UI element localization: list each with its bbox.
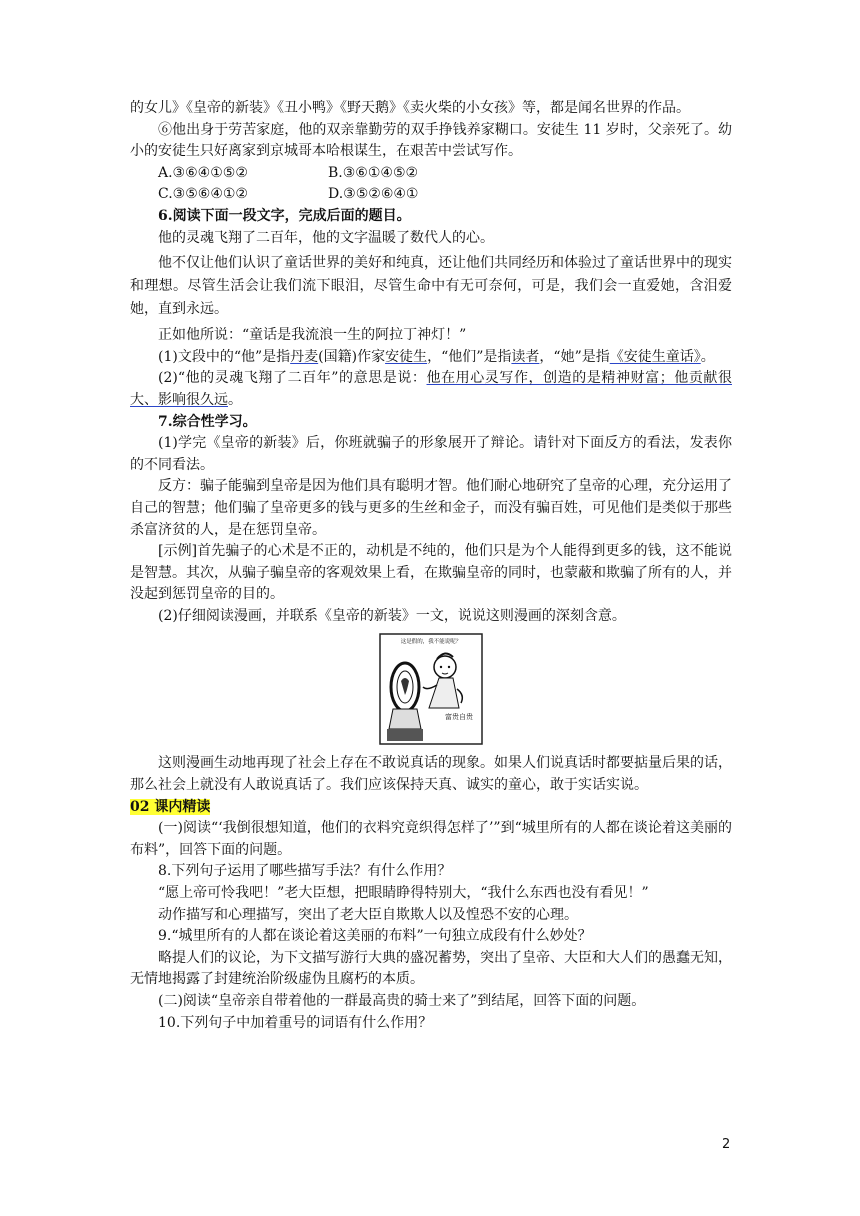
- question-10: 10.下列句子中加着重号的词语有什么作用？: [158, 1014, 433, 1031]
- passage-line: 他的灵魂飞翔了二百年，他的文字温暖了数代人的心。: [158, 229, 494, 246]
- question-7-2: (2)仔细阅读漫画，并联系《皇帝的新装》一文，说说这则漫画的深刻含意。: [158, 607, 626, 624]
- passage-quote: 正如他所说：“童话是我流浪一生的阿拉丁神灯！”: [158, 327, 467, 344]
- section-heading: [130, 797, 732, 819]
- options-row: [130, 184, 732, 206]
- text: 。: [700, 348, 715, 365]
- cartoon-image: [379, 633, 483, 745]
- cartoon-speech: 这是假的，我不能说呢？: [400, 639, 462, 646]
- opposing-view: 反方：骗子能骗到皇帝是因为他们具有聪明才智。他们耐心地研究了皇帝的心理，充分运用了自己的智慧；他们骗了皇帝更多的钱与更多的生丝和金子，而没有骗百姓，可见他们是类似于那些杀富济贫的人，是在惩罚皇帝。: [130, 478, 732, 538]
- text-line: 的女儿》《皇帝的新装》《丑小鸭》《野天鹅》《卖火柴的小女孩》等，都是闻名世界的作品。: [130, 100, 690, 116]
- question-8: 8.下列句子运用了哪些描写手法？有什么作用？: [158, 863, 452, 880]
- document-page: [130, 98, 732, 1034]
- answer-6-1: [130, 347, 732, 369]
- answer-blank: 《安徒生童话》: [609, 348, 701, 365]
- text: (1)文段中的“他”是指: [158, 348, 291, 365]
- answer-blank: 读者: [511, 348, 540, 365]
- reading-part-1: (一)阅读“‘我倒很想知道，他们的衣料究竟织得怎样了’”到“城里所有的人都在谈论着这美丽的布料”，回答下面的问题。: [130, 820, 732, 858]
- question-7-1: (1)学完《皇帝的新装》后，你班就骗子的形象展开了辩论。请针对下面反方的看法，发表你的不同看法。: [130, 435, 732, 473]
- option-a: A.③⑥④①⑤②: [158, 164, 248, 181]
- text: ，“她”是指: [539, 348, 610, 365]
- section-02-label: 02 课内精读: [130, 798, 211, 815]
- question-6: 6.阅读下面一段文字，完成后面的题目。: [158, 207, 411, 224]
- answer-6-2: [130, 368, 732, 411]
- option-c: C.③⑤⑥④①②: [158, 186, 248, 203]
- quote-8: “愿上帝可怜我吧！”老大臣想，把眼睛睁得特别大，“我什么东西也没有看见！”: [158, 885, 649, 902]
- text: (国籍)作家: [318, 348, 386, 365]
- page-number: 2: [722, 1137, 731, 1152]
- answer-9: 略提人们的议论，为下文描写游行大典的盛况蓄势，突出了皇帝、大臣和大人们的愚蠢无知，无情地揭露了封建统治阶级虚伪且腐朽的本质。: [130, 949, 732, 988]
- text: 。: [228, 391, 242, 408]
- question-9: 9.“城里所有的人都在谈论着这美丽的布料”一句独立成段有什么妙处？: [158, 928, 592, 945]
- answer-7-2: 这则漫画生动地再现了社会上存在不敢说真话的现象。如果人们说真话时都要掂量后果的话，那么社会上就没有人敢说真话了。我们应该保持天真、诚实的童心，敢于实话实说。: [130, 755, 732, 794]
- cartoon-seal: 富贵自贵: [445, 713, 473, 722]
- question-7: 7.综合性学习。: [158, 413, 257, 430]
- option-b: B.③⑥①④⑤②: [328, 164, 419, 181]
- answer-blank: 他在用心灵写作，创造的是精神财富；他贡献很大、影响很久远: [130, 370, 732, 408]
- text: ，“他们”是指: [427, 348, 512, 365]
- text-para: ⑥他出身于劳苦家庭，他的双亲靠勤劳的双手挣钱养家糊口。安徒生 11 岁时，父亲死了。幼小的安徒生只好离家到京城哥本哈根谋生，在艰苦中尝试写作。: [130, 121, 732, 160]
- options-row: [130, 163, 732, 185]
- text: (2)“他的灵魂飞翔了二百年”的意思是说：: [158, 370, 427, 387]
- option-d: D.③⑤②⑥④①: [328, 186, 419, 203]
- answer-blank: 丹麦: [290, 348, 319, 365]
- reading-part-2: (二)阅读“皇帝亲自带着他的一群最高贵的骑士来了”到结尾，回答下面的问题。: [158, 993, 646, 1009]
- example-answer: [示例]首先骗子的心术是不正的，动机是不纯的，他们只是为个人能得到更多的钱，这不能说是智慧。其次，从骗子骗皇帝的客观效果上看，在欺骗皇帝的同时，也蒙蔽和欺骗了所有的人，并没起到惩罚皇帝的目的。: [130, 543, 732, 603]
- answer-blank: 安徒生: [385, 348, 428, 365]
- answer-8: 动作描写和心理描写，突出了老大臣自欺欺人以及惶恐不安的心理。: [158, 906, 578, 923]
- passage-para: 他不仅让他们认识了童话世界的美好和纯真，还让他们共同经历和体验过了童话世界中的现实和理想。尽管生活会让我们流下眼泪，尽管生命中有无可奈何，可是，我们会一直爱她，含泪爱她，直到永远。: [130, 255, 732, 318]
